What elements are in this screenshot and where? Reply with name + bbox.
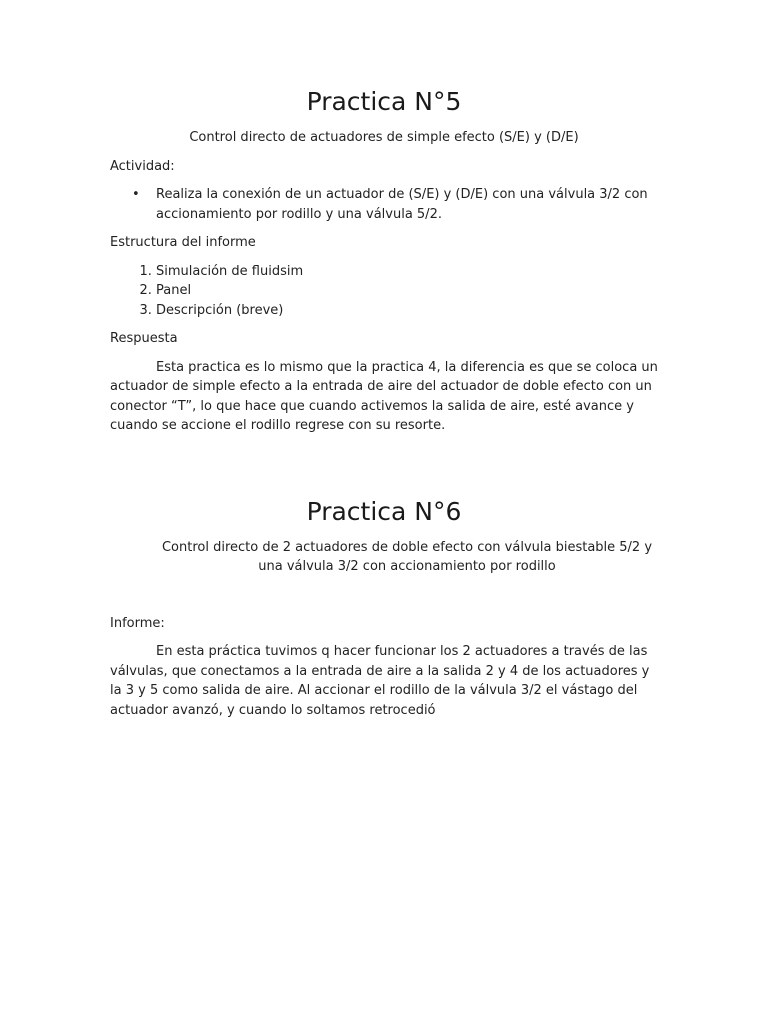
actividad-item-text: Realiza la conexión de un actuador de (S/E) y (D/E) con una válvula 3/2 con accionamiento por rodillo y una válvula 5/2. [156,187,648,222]
list-item: 3. Descripción (breve) [156,301,658,321]
bullet-icon: • [132,187,140,202]
actividad-label: Actividad: [110,158,175,174]
list-item: 2. Panel [156,281,658,301]
section-spacer [110,586,658,614]
informe-label: Informe: [110,615,165,631]
practica5-subtitle: Control directo de actuadores de simple efecto (S/E) y (D/E) [189,130,579,145]
estructura-list [110,262,658,321]
section-spacer [110,445,658,494]
actividad-list [110,185,658,224]
practica6-subtitle: Control directo de 2 actuadores de doble efecto con válvula biestable 5/2 y una válvula 3/2 con accionamiento por rodillo [161,539,653,574]
respuesta-label: Respuesta [110,331,178,346]
practica5-title: Practica N°5 [306,87,462,116]
practica6-title: Practica N°6 [306,496,462,526]
respuesta-paragraph: Esta practica es lo mismo que la practica 4, la diferencia es que se coloca un actuador de simple efecto a la entrada de aire del actuador de doble efecto con un conector “T”, lo que hace que cuando activemos la salida de aire, esté avance y cuando se accione el rodillo regrese con su resorte. [110,359,658,433]
estructura-label: Estructura del informe [110,235,256,250]
list-item [132,185,658,224]
list-item: 1. Simulación de fluidsim [156,262,658,282]
informe-paragraph: En esta práctica tuvimos q hacer funcionar los 2 actuadores a través de las válvulas, que conectamos a la entrada de aire a la salida 2 y 4 de los actuadores y la 3 y 5 como salida de aire. Al accionar el rodillo de la válvula 3/2 el vástago del actuador avanzó, y cuando lo soltamos retrocedió [110,644,650,718]
